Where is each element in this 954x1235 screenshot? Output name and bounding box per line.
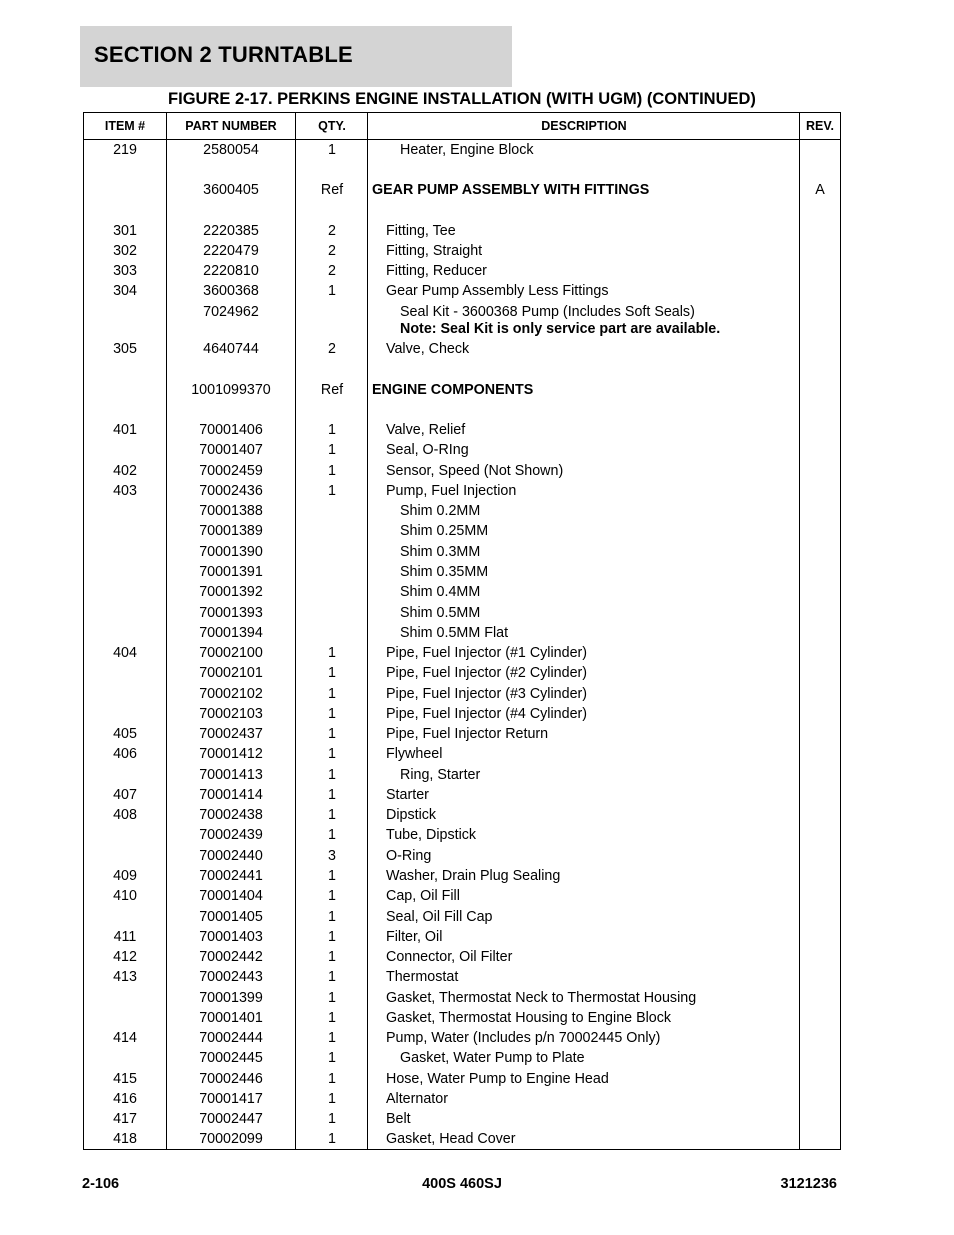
quantity: 1: [328, 1131, 336, 1147]
description: Pipe, Fuel Injector (#1 Cylinder): [386, 645, 588, 661]
table-row: [84, 1129, 840, 1149]
item-number: 414: [113, 1030, 137, 1046]
section-title: SECTION 2 TURNTABLE: [94, 42, 353, 67]
description: Shim 0.25MM: [400, 523, 489, 539]
part-number: 70001407: [199, 442, 263, 458]
description: Fitting, Tee: [386, 223, 456, 239]
quantity: 1: [328, 1091, 336, 1107]
figure-title: FIGURE 2-17. PERKINS ENGINE INSTALLATION (WITH UGM) (CONTINUED): [168, 90, 756, 108]
quantity: 1: [328, 463, 336, 479]
item-number: 404: [113, 645, 137, 661]
table-row: [84, 765, 840, 785]
table-row: [84, 603, 840, 623]
description: O-Ring: [386, 848, 432, 864]
table-row: [84, 907, 840, 927]
parts-table: [83, 112, 841, 1150]
description: Pump, Fuel Injection: [386, 483, 517, 499]
table-row: [84, 1048, 840, 1068]
table-row: [84, 825, 840, 845]
header-description: DESCRIPTION: [541, 119, 627, 133]
description: Washer, Drain Plug Sealing: [386, 868, 561, 884]
quantity: 1: [328, 746, 336, 762]
part-number: 70002444: [199, 1030, 263, 1046]
quantity: 1: [328, 1010, 336, 1026]
item-number: 409: [113, 868, 137, 884]
revision: A: [815, 182, 825, 198]
part-number: 70001401: [199, 1010, 263, 1026]
part-number: 70001394: [199, 625, 263, 641]
table-row: [84, 1109, 840, 1129]
quantity: 1: [328, 1030, 336, 1046]
table-row: [84, 440, 840, 460]
description: Heater, Engine Block: [400, 142, 534, 158]
table-row: [84, 281, 840, 301]
description: Shim 0.2MM: [400, 503, 481, 519]
header-part-number: PART NUMBER: [185, 119, 277, 133]
table-row: [84, 521, 840, 541]
description: Pipe, Fuel Injector (#3 Cylinder): [386, 686, 588, 702]
description: Cap, Oil Fill: [386, 888, 460, 904]
part-number: 2580054: [203, 142, 259, 158]
description: Dipstick: [386, 807, 437, 823]
part-number: 70002437: [199, 726, 263, 742]
part-number: 1001099370: [191, 382, 271, 398]
part-number: 70002100: [199, 645, 263, 661]
header-qty: QTY.: [318, 119, 346, 133]
quantity: 1: [328, 929, 336, 945]
quantity: 1: [328, 726, 336, 742]
footer-model: 400S 460SJ: [422, 1176, 502, 1192]
part-number: 2220810: [203, 263, 259, 279]
table-row: [84, 582, 840, 602]
quantity: 1: [328, 645, 336, 661]
table-row: [84, 1028, 840, 1048]
part-number: 70002099: [199, 1131, 263, 1147]
table-row: [84, 261, 840, 281]
table-row: [84, 927, 840, 947]
table-row: [84, 1069, 840, 1089]
item-number: 405: [113, 726, 137, 742]
item-number: 411: [113, 929, 137, 945]
description: Thermostat: [386, 969, 459, 985]
part-number: 70001391: [199, 564, 263, 580]
quantity: 1: [328, 868, 336, 884]
description: Pipe, Fuel Injector Return: [386, 726, 549, 742]
description: Belt: [386, 1111, 411, 1127]
table-row: [84, 886, 840, 906]
part-number: 3600368: [203, 283, 259, 299]
description: Shim 0.5MM Flat: [400, 625, 509, 641]
part-number: 2220479: [203, 243, 259, 259]
table-row: [84, 221, 840, 241]
table-row: [84, 643, 840, 663]
section-banner: [80, 26, 512, 87]
quantity: 1: [328, 142, 336, 158]
table-row: [84, 380, 840, 400]
part-number: 3600405: [203, 182, 259, 198]
description: Gear Pump Assembly Less Fittings: [386, 283, 609, 299]
description-note: Note: Seal Kit is only service part are available.: [400, 321, 721, 337]
description: Gasket, Thermostat Housing to Engine Block: [386, 1010, 672, 1026]
part-number: 70001392: [199, 584, 263, 600]
item-number: 403: [113, 483, 137, 499]
description: Pump, Water (Includes p/n 70002445 Only): [386, 1030, 661, 1046]
part-number: 70001389: [199, 523, 263, 539]
description: Pipe, Fuel Injector (#4 Cylinder): [386, 706, 588, 722]
table-row: [84, 1089, 840, 1109]
description: Fitting, Reducer: [386, 263, 487, 279]
quantity: Ref: [320, 382, 344, 398]
item-number: 413: [113, 969, 137, 985]
quantity: 1: [328, 787, 336, 803]
quantity: 1: [328, 686, 336, 702]
part-number: 70002447: [199, 1111, 263, 1127]
footer-doc-number: 3121236: [780, 1176, 837, 1192]
description: Gasket, Head Cover: [386, 1131, 516, 1147]
item-number: 304: [113, 283, 137, 299]
table-row: [84, 785, 840, 805]
quantity: 1: [328, 665, 336, 681]
part-number: 70002438: [199, 807, 263, 823]
quantity: 1: [328, 442, 336, 458]
table-row: [84, 684, 840, 704]
description: Alternator: [386, 1091, 448, 1107]
item-number: 416: [113, 1091, 137, 1107]
part-number: 70002443: [199, 969, 263, 985]
part-number: 70001406: [199, 422, 263, 438]
quantity: 2: [328, 243, 336, 259]
description: Pipe, Fuel Injector (#2 Cylinder): [386, 665, 588, 681]
table-row: [84, 663, 840, 683]
part-number: 70002439: [199, 827, 263, 843]
description: GEAR PUMP ASSEMBLY WITH FITTINGS: [372, 182, 650, 198]
quantity: 1: [328, 483, 336, 499]
quantity: 1: [328, 827, 336, 843]
table-row: [84, 339, 840, 359]
item-number: 417: [113, 1111, 137, 1127]
part-number: 4640744: [203, 341, 259, 357]
part-number: 70002446: [199, 1071, 263, 1087]
description: Gasket, Water Pump to Plate: [400, 1050, 585, 1066]
table-row: [84, 562, 840, 582]
description: Filter, Oil: [386, 929, 443, 945]
table-row: [84, 481, 840, 501]
quantity: 1: [328, 283, 336, 299]
item-number: 418: [113, 1131, 137, 1147]
table-row: [84, 805, 840, 825]
quantity: 2: [328, 263, 336, 279]
table-header: [84, 113, 840, 140]
table-row: [84, 1008, 840, 1028]
table-row: [84, 967, 840, 987]
table-row: [84, 180, 840, 200]
description: Flywheel: [386, 746, 443, 762]
description: Ring, Starter: [400, 767, 481, 783]
part-number: 70001405: [199, 909, 263, 925]
item-number: 402: [113, 463, 137, 479]
description: Seal, O-RIng: [386, 442, 469, 458]
item-number: 410: [113, 888, 137, 904]
table-row: [84, 744, 840, 764]
part-number: 70002441: [199, 868, 263, 884]
part-number: 70002101: [199, 665, 263, 681]
description: Seal, Oil Fill Cap: [386, 909, 493, 925]
description: Shim 0.4MM: [400, 584, 481, 600]
part-number: 70001403: [199, 929, 263, 945]
table-row: [84, 623, 840, 643]
item-number: 412: [113, 949, 137, 965]
quantity: 1: [328, 1050, 336, 1066]
quantity: 1: [328, 706, 336, 722]
table-row: [84, 501, 840, 521]
table-row: [84, 420, 840, 440]
description: Gasket, Thermostat Neck to Thermostat Housing: [386, 990, 697, 1006]
item-number: 305: [113, 341, 137, 357]
part-number: 70001414: [199, 787, 263, 803]
part-number: 70001388: [199, 503, 263, 519]
part-number: 70002103: [199, 706, 263, 722]
footer-page-number: 2-106: [82, 1176, 120, 1192]
part-number: 70002436: [199, 483, 263, 499]
item-number: 415: [113, 1071, 137, 1087]
description: Shim 0.35MM: [400, 564, 489, 580]
quantity: 1: [328, 422, 336, 438]
table-row: [84, 724, 840, 744]
quantity: 1: [328, 888, 336, 904]
part-number: 70001404: [199, 888, 263, 904]
description: Shim 0.5MM: [400, 605, 481, 621]
part-number: 7024962: [203, 304, 259, 320]
part-number: 70001412: [199, 746, 263, 762]
table-row: [84, 461, 840, 481]
description: Hose, Water Pump to Engine Head: [386, 1071, 609, 1087]
part-number: 70001390: [199, 544, 263, 560]
description: Connector, Oil Filter: [386, 949, 513, 965]
item-number: 401: [113, 422, 137, 438]
description: Seal Kit - 3600368 Pump (Includes Soft Seals): [400, 304, 695, 320]
table-row: [84, 542, 840, 562]
item-number: 303: [113, 263, 137, 279]
part-number: 70002445: [199, 1050, 263, 1066]
quantity: 1: [328, 807, 336, 823]
quantity: 1: [328, 909, 336, 925]
quantity: 3: [328, 848, 336, 864]
quantity: 2: [328, 341, 336, 357]
part-number: 70001417: [199, 1091, 263, 1107]
description: Shim 0.3MM: [400, 544, 481, 560]
table-row: [84, 988, 840, 1008]
item-number: 301: [113, 223, 137, 239]
part-number: 2220385: [203, 223, 259, 239]
description: Valve, Relief: [386, 422, 466, 438]
quantity: 1: [328, 969, 336, 985]
quantity: 1: [328, 1071, 336, 1087]
quantity: Ref: [320, 182, 344, 198]
item-number: 407: [113, 787, 137, 803]
item-number: 408: [113, 807, 137, 823]
table-row: [84, 704, 840, 724]
table-row: [84, 846, 840, 866]
table-row: [84, 302, 840, 337]
quantity: 1: [328, 1111, 336, 1127]
description: Fitting, Straight: [386, 243, 483, 259]
description: Sensor, Speed (Not Shown): [386, 463, 564, 479]
table-row: [84, 947, 840, 967]
description: ENGINE COMPONENTS: [372, 382, 534, 398]
description: Tube, Dipstick: [386, 827, 477, 843]
description: Starter: [386, 787, 429, 803]
header-rev: REV.: [805, 119, 835, 133]
table-row: [84, 866, 840, 886]
table-row: [84, 140, 840, 160]
part-number: 70001399: [199, 990, 263, 1006]
quantity: 2: [328, 223, 336, 239]
table-row: [84, 241, 840, 261]
quantity: 1: [328, 990, 336, 1006]
part-number: 70001413: [199, 767, 263, 783]
part-number: 70002442: [199, 949, 263, 965]
part-number: 70002459: [199, 463, 263, 479]
item-number: 406: [113, 746, 137, 762]
part-number: 70002440: [199, 848, 263, 864]
item-number: 219: [113, 142, 137, 158]
description: Valve, Check: [386, 341, 470, 357]
quantity: 1: [328, 949, 336, 965]
part-number: 70002102: [199, 686, 263, 702]
quantity: 1: [328, 767, 336, 783]
item-number: 302: [113, 243, 137, 259]
part-number: 70001393: [199, 605, 263, 621]
header-item: ITEM #: [104, 119, 146, 133]
